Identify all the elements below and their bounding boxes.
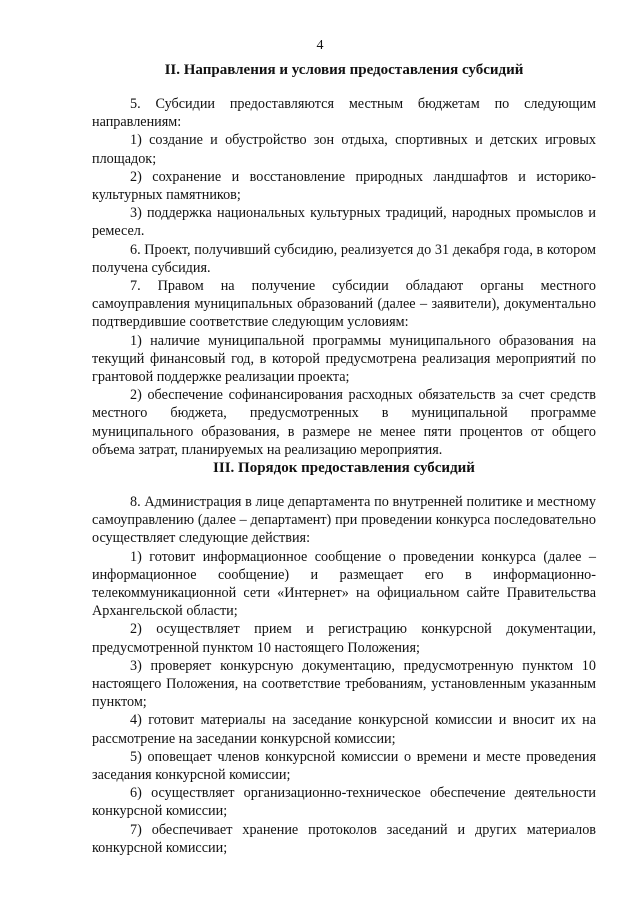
paragraph: 3) поддержка национальных культурных традиций, народных промыслов и ремесел. — [92, 205, 596, 240]
paragraph: 5) оповещает членов конкурсной комиссии о времени и месте проведения заседания конкурсной комиссии; — [92, 748, 596, 784]
paragraph: 5. Субсидии предоставляются местным бюджетам по следующим направлениям: — [92, 96, 596, 131]
paragraph: 4) готовит материалы на заседание конкурсной комиссии и вносит их на рассмотрение на заседании конкурсной комиссии; — [92, 712, 596, 747]
section-heading-2: II. Направления и условия предоставления субсидий — [164, 62, 524, 78]
paragraph: 2) осуществляет прием и регистрацию конкурсной документации, предусмотренной пунктом 10 настоящего Положения; — [92, 621, 596, 656]
paragraph: 6) осуществляет организационно-техническое обеспечение деятельности конкурсной комиссии; — [92, 785, 596, 820]
paragraph: 1) создание и обустройство зон отдыха, спортивных и детских игровых площадок; — [92, 132, 596, 167]
section-2-body — [92, 95, 596, 459]
paragraph: 7) обеспечивает хранение протоколов заседаний и других материалов конкурсной комиссии; — [92, 821, 596, 856]
section-heading-3: III. Порядок предоставления субсидий — [213, 460, 475, 476]
paragraph: 6. Проект, получивший субсидию, реализуется до 31 декабря года, в котором получена субсидия. — [92, 241, 596, 276]
page-number: 4 — [316, 38, 324, 53]
paragraph: 1) готовит информационное сообщение о проведении конкурса (далее – информационное сообщение) и размещает его в информационно-телекоммуникационной сети «Интернет» на официальном сайте Правительства Архангельской области; — [92, 548, 596, 620]
section-3-body — [92, 493, 596, 857]
paragraph: 2) обеспечение софинансирования расходных обязательств за счет средств местного бюджета, предусмотренных в муниципальной программе муниципального образования, в размере не менее пяти процентов от общего объема затрат, планируемых на реализацию мероприятия. — [92, 387, 596, 458]
paragraph: 8. Администрация в лице департамента по внутренней политике и местному самоуправлению (далее – департамент) при проведении конкурса последовательно осуществляет следующие действия: — [92, 494, 596, 547]
paragraph: 7. Правом на получение субсидии обладают органы местного самоуправления муниципальных образований (далее – заявители), документально подтвердившие соответствие следующим условиям: — [92, 278, 596, 331]
paragraph: 1) наличие муниципальной программы муниципального образования на текущий финансовый год, в которой предусмотрена реализация мероприятий по грантовой поддержке реализации проекта; — [92, 332, 596, 386]
paragraph: 3) проверяет конкурсную документацию, предусмотренную пунктом 10 настоящего Положения, на соответствие требованиям, установленным указанным пунктом; — [92, 657, 596, 711]
paragraph: 2) сохранение и восстановление природных ландшафтов и историко-культурных памятников; — [92, 168, 596, 204]
